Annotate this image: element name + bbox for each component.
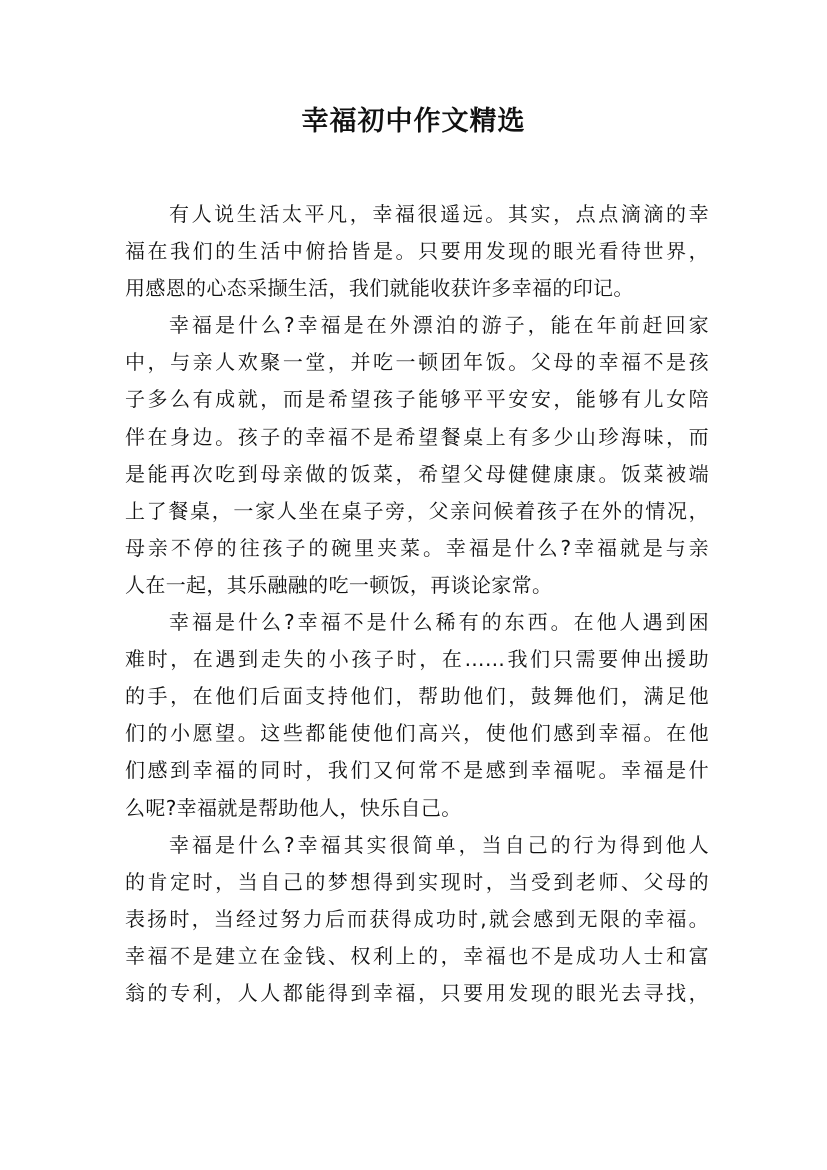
page-title: 幸福初中作文精选: [301, 106, 526, 137]
text-line: 难时，在遇到走失的小孩子时，在……我们只需要伸出援助: [125, 647, 709, 672]
text-line: 上了餐桌，一家人坐在桌子旁，父亲问候着孩子在外的情况，: [125, 498, 709, 523]
text-line: 有人说生活太平凡，幸福很遥远。其实，点点滴滴的幸: [169, 202, 709, 226]
text-line: 表扬时，当经过努力后而获得成功时,就会感到无限的幸福。: [125, 906, 709, 931]
text-line: 们感到幸福的同时，我们又何常不是感到幸福呢。幸福是什: [125, 758, 709, 783]
text-line: 母亲不停的往孩子的碗里夹菜。幸福是什么?幸福就是与亲: [125, 535, 709, 560]
paragraph: [125, 827, 709, 1012]
text-line: 福在我们的生活中俯拾皆是。只要用发现的眼光看待世界，: [125, 239, 709, 264]
text-line: 人在一起，其乐融融的吃一顿饭，再谈论家常。: [125, 572, 553, 597]
text-line: 是能再次吃到母亲做的饭菜，希望父母健健康康。饭菜被端: [125, 461, 709, 486]
text-line: 翁的专利，人人都能得到幸福，只要用发现的眼光去寻找，: [125, 980, 709, 1005]
text-line: 幸福是什么?幸福是在外漂泊的游子，能在年前赶回家: [169, 313, 709, 338]
text-line: 伴在身边。孩子的幸福不是希望餐桌上有多少山珍海味，而: [125, 424, 709, 449]
text-line: 中，与亲人欢聚一堂，并吃一顿团年饭。父母的幸福不是孩: [125, 350, 709, 375]
text-line: 用感恩的心态采撷生活，我们就能收获许多幸福的印记。: [125, 276, 634, 301]
text-line: 幸福是什么?幸福不是什么稀有的东西。在他人遇到困: [169, 610, 709, 635]
text-line: 幸福是什么?幸福其实很简单，当自己的行为得到他人: [169, 832, 709, 857]
paragraph: [125, 307, 709, 604]
text-line: 子多么有成就，而是希望孩子能够平平安安，能够有儿女陪: [125, 387, 709, 412]
text-line: 么呢?幸福就是帮助他人，快乐自己。: [125, 795, 462, 820]
text-line: 的肯定时，当自己的梦想得到实现时，当受到老师、父母的: [125, 869, 709, 894]
document-body: [125, 196, 709, 1012]
text-line: 们的小愿望。这些都能使他们高兴，使他们感到幸福。在他: [125, 721, 709, 746]
paragraph: [125, 196, 709, 307]
text-line: 的手，在他们后面支持他们，帮助他们，鼓舞他们，满足他: [125, 684, 709, 709]
paragraph: [125, 604, 709, 827]
text-line: 幸福不是建立在金钱、权利上的，幸福也不是成功人士和富: [125, 943, 709, 968]
